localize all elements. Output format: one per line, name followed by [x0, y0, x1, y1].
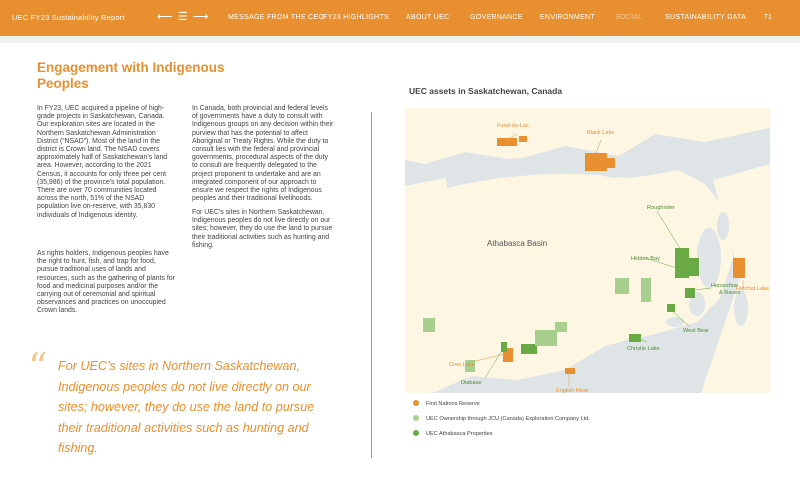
pull-quote: For UEC’s sites in Northern Saskatchewan, Indigenous peoples do not live directly on our sites; however, they do use the land to pursue their traditional activities such as hunting and fishing.	[58, 359, 315, 455]
nav-sustainability-data[interactable]: SUSTAINABILITY DATA	[665, 14, 747, 21]
forward-arrow-icon[interactable]: ⟶	[192, 11, 209, 23]
label-athabasca-basin: Athabasca Basin	[487, 239, 548, 248]
menu-icon[interactable]: ☰	[177, 11, 188, 23]
nav-governance[interactable]: GOVERNANCE	[470, 14, 523, 21]
header-shadow-band	[0, 36, 800, 43]
map-title: UEC assets in Saskatchewan, Canada	[409, 86, 563, 96]
label-cree-lake: Cree Lake	[449, 362, 475, 368]
section-title: Engagement with Indigenous Peoples	[37, 60, 225, 91]
label-hatchet-lake: Hatchet Lake	[736, 286, 769, 292]
label-west-bear: West Bear	[683, 328, 710, 334]
nav-controls	[157, 10, 213, 23]
top-navigation-bar	[0, 0, 800, 36]
legend-dot-dark-green	[413, 430, 419, 436]
nav-about-uec[interactable]: ABOUT UEC	[406, 14, 450, 21]
report-title: UEC FY23 Sustainability Report	[12, 13, 125, 22]
label-christie-lake: Christie Lake	[627, 346, 660, 352]
quote-icon: “	[28, 345, 48, 389]
legend-dot-orange	[413, 400, 419, 406]
label-diabase: Diabase	[461, 380, 482, 386]
legend-dot-light-green	[413, 415, 419, 421]
paragraph-nsad: In FY23, UEC acquired a pipeline of high-grade projects in Saskatchewan, Canada. Our exploration sites are located in the Northern Saskatchewan Administration District (“NSAD”). Most of the land in the district is Crown land. The NSAD covers approximately half of Saskatchewan’s land area. However, according to the 2021 Census, it accounts for only three per cent (35,986) of the province’s total population. There are over 70 communities located across the north, 51% of the NSAD population live on-reserve, with 35,830 individuals of Indigenous identity.	[37, 105, 168, 219]
legend-label: First Nations Reserve	[426, 401, 480, 407]
paragraph-rights-holders: As rights holders, Indigenous peoples have the right to hunt, fish, and trap for food, pursue traditional uses of lands and resources, such as the gathering of plants for food and medicinal purposes and/or the carrying out of ceremonial and spiritual observances and practices on unoccupied Crown lands.	[37, 250, 175, 315]
legend-label: UEC Athabasca Properties	[426, 431, 493, 437]
column-divider	[371, 112, 372, 458]
label-horseshoe: Horseshoe	[711, 283, 739, 289]
paragraph-duty-to-consult: In Canada, both provincial and federal levels of governments have a duty to consult with Indigenous groups on any decision within their purview that has the potential to affect Aboriginal or Treaty Rights. While the duty to consult lies with the federal and provincial governments, procedural aspects of the duty to consult are frequently delegated to the project proponent to undertake and are an integrated component of our approach to ensure we respect the rights of Indigenous peoples and their traditional livelihoods.	[192, 105, 334, 203]
nav-social[interactable]: SOCIAL	[615, 14, 643, 21]
label-black-lake: Black Lake	[587, 130, 615, 136]
nav-message-from-ceo[interactable]: MESSAGE FROM THE CEO	[228, 14, 325, 21]
label-hidden-bay: Hidden Bay	[631, 256, 660, 262]
label-english-river: English River	[556, 388, 589, 393]
page-number: 71	[763, 12, 772, 21]
saskatchewan-map	[405, 108, 770, 393]
nav-environment[interactable]: ENVIRONMENT	[540, 14, 596, 21]
label-fond-du-lac: Fond-du-Lac	[497, 123, 529, 129]
paragraph-uec-sites: For UEC’s sites in Northern Saskatchewan, Indigenous peoples do not live directly on our sites; however, they do use the land to pursue their traditional activities such as hunting and fishing.	[192, 209, 333, 249]
nav-fy23-highlights[interactable]: FY23 HIGHLIGHTS	[323, 14, 389, 21]
back-arrow-icon[interactable]: ⟵	[157, 11, 173, 23]
label-raven: & Raven	[719, 290, 741, 296]
label-roughrider: Roughrider	[647, 205, 675, 211]
legend-label: UEC Ownership through JCU (Canada) Exploration Company Ltd.	[426, 416, 590, 422]
